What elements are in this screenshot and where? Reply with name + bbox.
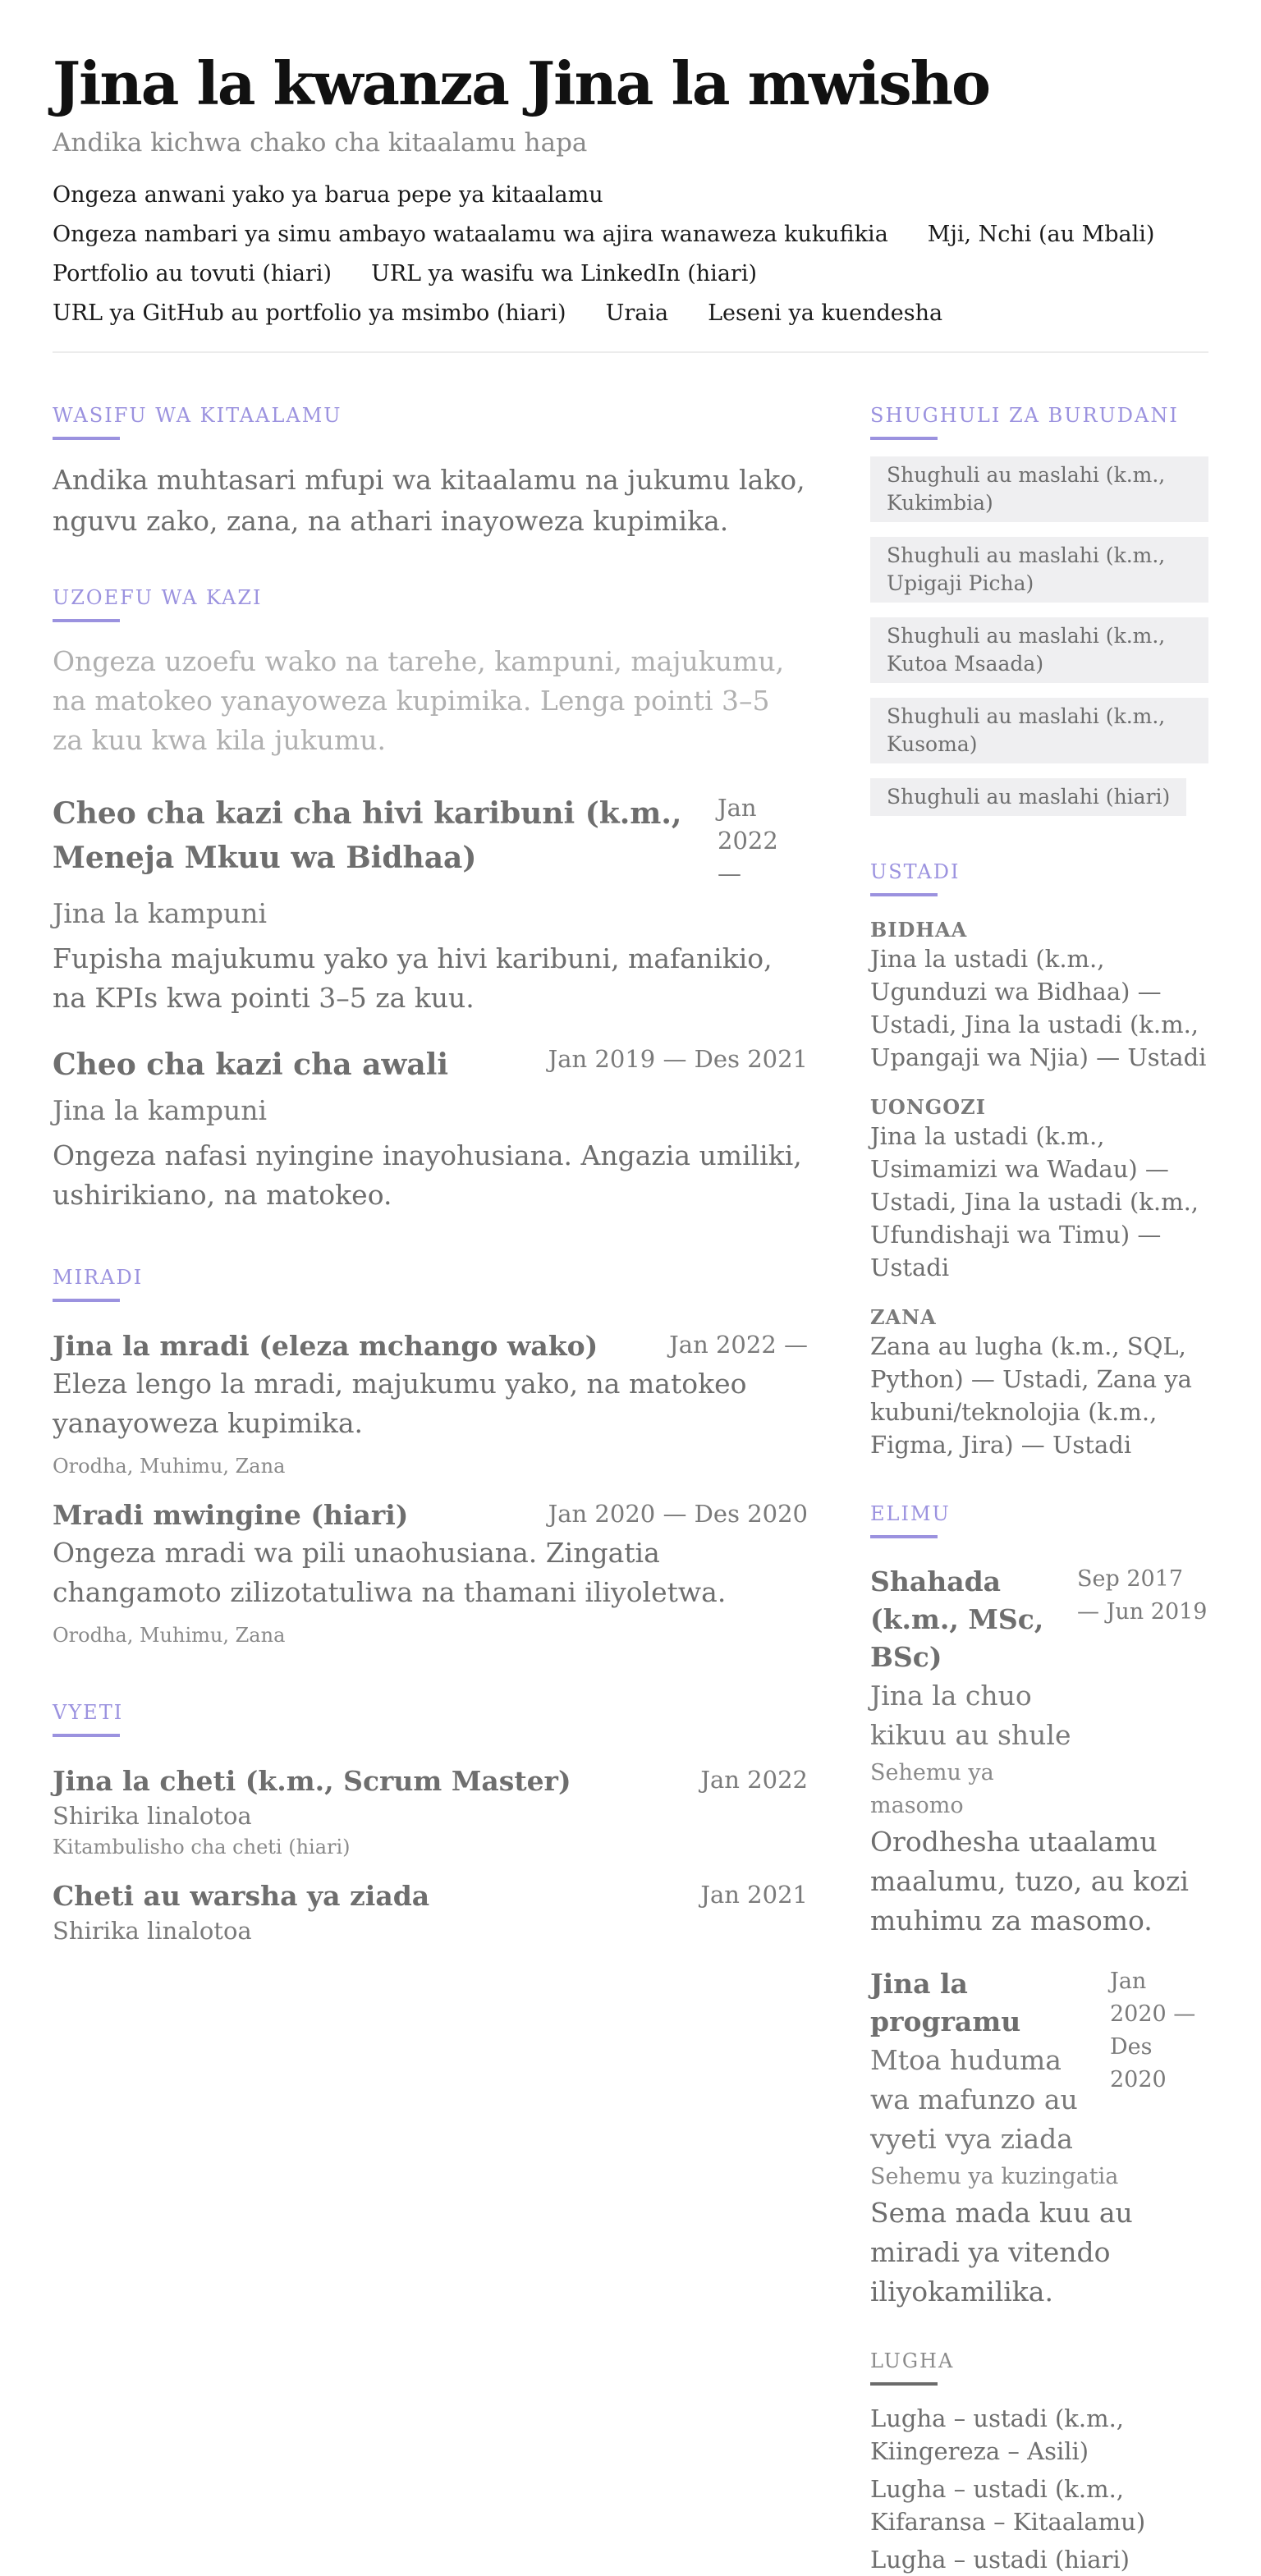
- section-underline: [53, 619, 120, 622]
- certificate-entry: [53, 1763, 808, 1862]
- section-title: UZOEFU WA KAZI: [53, 586, 263, 609]
- degree-title: Shahada (k.m., MSc, BSc): [870, 1565, 1044, 1673]
- entry-header: [53, 1878, 808, 1914]
- education-description: Orodhesha utaalamu maalumu, tuzo, au kozi muhimu za masomo.: [870, 1826, 1189, 1937]
- certificate-issuer: Shirika linalotoa: [53, 1802, 252, 1830]
- certificate-title: Cheti au warsha ya ziada: [53, 1880, 430, 1912]
- entry-header: [53, 791, 808, 890]
- projects-section: [53, 1264, 808, 1650]
- project-entry: [53, 1497, 808, 1650]
- education-description: Sema mada kuu au miradi ya vitendo iliyokamilika.: [870, 2197, 1133, 2308]
- main-column: [53, 402, 808, 2576]
- job-date: Jan 2022 —: [718, 794, 778, 887]
- language-item: Lugha – ustadi (k.m., Kifaransa – Kitaalamu): [870, 2475, 1146, 2536]
- certificate-date: Jan 2021: [700, 1881, 808, 1909]
- section-underline: [870, 2382, 938, 2386]
- full-name: Jina la kwanza Jina la mwisho: [53, 48, 990, 118]
- language-item: Lugha – ustadi (hiari): [870, 2546, 1130, 2574]
- company-name: Jina la kampuni: [53, 897, 268, 929]
- field-of-focus: Sehemu ya kuzingatia: [870, 2164, 1119, 2189]
- certificates-section: [53, 1699, 808, 1947]
- project-tags: Orodha, Muhimu, Zana: [53, 1624, 286, 1647]
- language-item: Lugha – ustadi (k.m., Kiingereza – Asili): [870, 2404, 1125, 2465]
- education-entry: [870, 1563, 1208, 1941]
- section-underline: [870, 1535, 938, 1538]
- job-title: Cheo cha kazi cha awali: [53, 1047, 449, 1082]
- hobby-tag: Shughuli au maslahi (hiari): [870, 778, 1186, 816]
- certificate-date: Jan 2022: [700, 1766, 808, 1794]
- skill-list: Jina la ustadi (k.m., Ugunduzi wa Bidhaa) — Ustadi, Jina la ustadi (k.m., Upangaji wa Njia) — Ustadi: [870, 945, 1207, 1071]
- summary-section: [53, 402, 808, 542]
- experience-entry: [53, 1043, 808, 1215]
- languages-section: [870, 2348, 1208, 2576]
- job-description: Ongeza nafasi nyingine inayohusiana. Angazia umiliki, ushirikiano, na matokeo.: [53, 1139, 802, 1211]
- skill-category: UONGOZI: [870, 1095, 986, 1119]
- certificate-issuer: Shirika linalotoa: [53, 1917, 252, 1945]
- project-description: Ongeza mradi wa pili unaohusiana. Zingatia changamoto zilizotatuliwa na thamani iliyoletwa.: [53, 1537, 727, 1608]
- summary-text: Andika muhtasari mfupi wa kitaalamu na jukumu lako, nguvu zako, zana, na athari inayoweza kupimika.: [53, 464, 805, 537]
- education-section: [870, 1501, 1208, 2312]
- section-title: ELIMU: [870, 1502, 951, 1525]
- skill-list: Jina la ustadi (k.m., Usimamizi wa Wadau) — Ustadi, Jina la ustadi (k.m., Ufundishaji wa Timu) — Ustadi: [870, 1122, 1199, 1281]
- portfolio-link[interactable]: Portfolio au tovuti (hiari): [53, 261, 332, 286]
- entry-header: [53, 1763, 808, 1799]
- section-underline: [53, 437, 120, 440]
- job-description: Fupisha majukumu yako ya hivi karibuni, mafanikio, na KPIs kwa pointi 3–5 za kuu.: [53, 942, 773, 1014]
- section-title: USTADI: [870, 860, 961, 883]
- hobby-tag: Shughuli au maslahi (k.m., Upigaji Picha): [870, 537, 1208, 603]
- certificate-id: Kitambulisho cha cheti (hiari): [53, 1836, 351, 1859]
- education-date: Sep 2017 — Jun 2019: [1077, 1566, 1208, 1625]
- experience-entry: [53, 791, 808, 1018]
- project-title: Mradi mwingine (hiari): [53, 1499, 409, 1531]
- section-title: WASIFU WA KITAALAMU: [53, 404, 342, 427]
- education-entry: [870, 1965, 1208, 2312]
- driving-license: Leseni ya kuendesha: [708, 300, 943, 326]
- project-tags: Orodha, Muhimu, Zana: [53, 1455, 286, 1478]
- resume-columns: [53, 402, 1208, 2576]
- program-title: Jina la programu: [870, 1968, 1021, 2037]
- project-entry: [53, 1328, 808, 1481]
- provider-name: Mtoa huduma wa mafunzo au vyeti vya ziada: [870, 2044, 1078, 2155]
- school-name: Jina la chuo kikuu au shule: [870, 1680, 1071, 1751]
- project-description: Eleza lengo la mradi, majukumu yako, na matokeo yanayoweza kupimika.: [53, 1368, 747, 1439]
- education-main: [870, 1965, 1108, 2159]
- section-title: SHUGHULI ZA BURUDANI: [870, 404, 1179, 427]
- job-date: Jan 2019 — Des 2021: [548, 1045, 808, 1073]
- section-underline: [870, 437, 938, 440]
- resume-header: [53, 44, 1208, 353]
- section-title: MIRADI: [53, 1266, 144, 1289]
- hobby-tag: Shughuli au maslahi (k.m., Kukimbia): [870, 456, 1208, 522]
- hobby-tag: Shughuli au maslahi (k.m., Kutoa Msaada): [870, 617, 1208, 683]
- skill-category: ZANA: [870, 1305, 937, 1329]
- certificate-entry: [53, 1878, 808, 1947]
- project-title: Jina la mradi (eleza mchango wako): [53, 1330, 598, 1362]
- entry-header: [870, 1563, 1208, 1676]
- contact-row-2: [53, 215, 1208, 254]
- entry-header: [53, 1497, 808, 1533]
- sidebar-column: [870, 402, 1208, 2576]
- skill-list: Zana au lugha (k.m., SQL, Python) — Ustadi, Zana ya kubuni/teknolojia (k.m., Figma, Jira) — Ustadi: [870, 1332, 1192, 1459]
- email[interactable]: Ongeza anwani yako ya barua pepe ya kitaalamu: [53, 182, 603, 208]
- certificate-title: Jina la cheti (k.m., Scrum Master): [53, 1765, 571, 1797]
- professional-headline: Andika kichwa chako cha kitaalamu hapa: [53, 128, 588, 158]
- entry-header: [53, 1043, 808, 1087]
- section-underline: [53, 1734, 120, 1737]
- linkedin-link[interactable]: URL ya wasifu wa LinkedIn (hiari): [371, 261, 757, 286]
- contact-row-3: [53, 254, 1208, 294]
- field-of-study: Sehemu ya masomo: [870, 1760, 994, 1818]
- header-divider: [53, 351, 1208, 353]
- section-title: VYETI: [53, 1701, 124, 1724]
- project-date: Jan 2022 —: [669, 1331, 808, 1359]
- skill-category: BIDHAA: [870, 918, 968, 942]
- section-underline: [870, 893, 938, 896]
- entry-header: [870, 1965, 1208, 2159]
- section-underline: [53, 1299, 120, 1302]
- phone[interactable]: Ongeza nambari ya simu ambayo wataalamu wa ajira wanaweza kukufikia: [53, 222, 888, 247]
- hobbies-section: [870, 402, 1208, 831]
- contact-info: [53, 176, 1208, 333]
- contact-row-4: [53, 294, 1208, 333]
- education-date: Jan 2020 — Des 2020: [1110, 1969, 1196, 2092]
- hobby-tag: Shughuli au maslahi (k.m., Kusoma): [870, 698, 1208, 763]
- citizenship: Uraia: [605, 300, 669, 326]
- github-link[interactable]: URL ya GitHub au portfolio ya msimbo (hiari): [53, 300, 566, 326]
- job-title: Cheo cha kazi cha hivi karibuni (k.m., Meneja Mkuu wa Bidhaa): [53, 796, 682, 875]
- entry-header: [53, 1328, 808, 1364]
- skills-section: [870, 859, 1208, 1461]
- company-name: Jina la kampuni: [53, 1094, 268, 1126]
- experience-section: [53, 584, 808, 1215]
- hobby-list: [870, 456, 1208, 831]
- contact-row-1: [53, 176, 1208, 215]
- language-list: [870, 2402, 1208, 2576]
- project-date: Jan 2020 — Des 2020: [548, 1500, 808, 1528]
- section-title: LUGHA: [870, 2349, 955, 2372]
- location: Mji, Nchi (au Mbali): [927, 222, 1155, 247]
- experience-hint: Ongeza uzoefu wako na tarehe, kampuni, majukumu, na matokeo yanayoweza kupimika. Lenga pointi 3–5 za kuu kwa kila jukumu.: [53, 645, 785, 756]
